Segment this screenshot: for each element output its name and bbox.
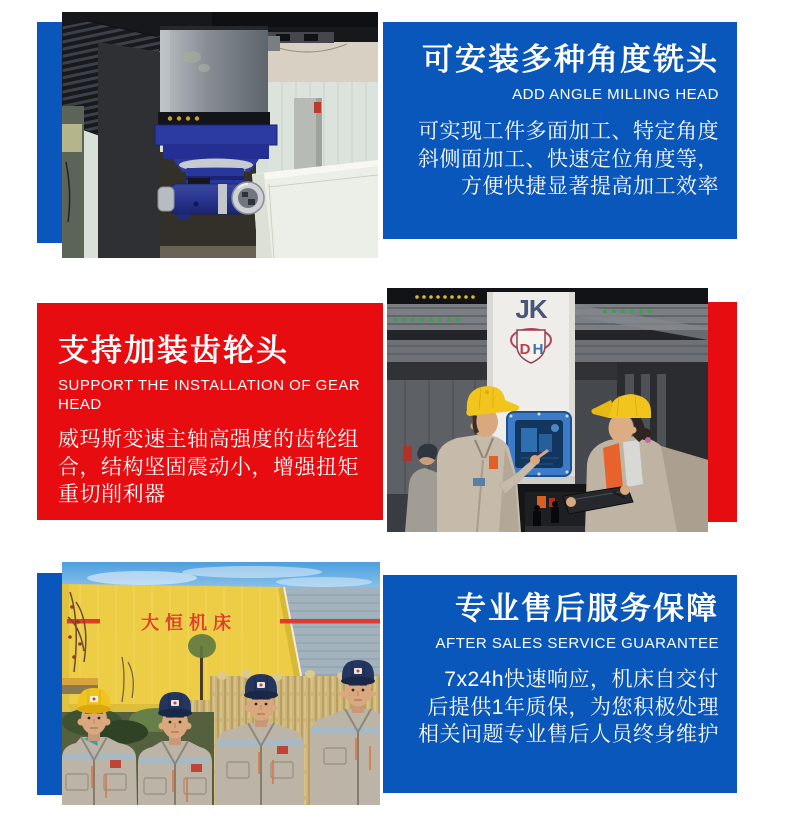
service-team-illustration (62, 562, 380, 805)
logo-letter-h: H (532, 341, 544, 358)
feature-title: 支持加装齿轮头 (58, 333, 289, 368)
description-line: 合，结构坚固震动小，增强扭矩 (58, 455, 359, 479)
service-team-photo (62, 562, 380, 805)
inspection-window (507, 412, 571, 476)
feature-panel-after-sales (383, 575, 737, 793)
feature-title: 专业售后服务保障 (455, 591, 719, 626)
feature-panel-angle-milling (383, 22, 737, 239)
spindle-ram (158, 26, 270, 125)
logo-letter-d: D (519, 341, 531, 358)
description-line: 斜侧面加工、快速定位角度等， (418, 147, 719, 171)
workers-inspecting-machine-illustration (387, 288, 708, 532)
machine-base (252, 160, 378, 258)
feature-description (58, 426, 375, 509)
building-sign-text: 大恒机床 (141, 613, 237, 633)
description-line: 7x24h快速响应，机床自交付 (444, 668, 719, 691)
description-line: 方便快捷显著提高加工效率 (461, 175, 719, 198)
description-line: 相关问题专业售后人员终身维护 (418, 723, 719, 746)
feature-subtitle: SUPPORT THE INSTALLATION OF GEAR HEAD (58, 377, 361, 413)
workshop-photo (387, 288, 708, 532)
feature-description (397, 666, 719, 749)
description-line: 后提供1年质保，为您积极处理 (427, 695, 719, 719)
machine-photo (62, 12, 378, 258)
cnc-machine-illustration (62, 12, 378, 258)
feature-title: 可安装多种角度铣头 (422, 42, 719, 77)
feature-panel-gear-head (37, 303, 383, 520)
description-line: 威玛斯变速主轴高强度的齿轮组 (58, 428, 359, 451)
led-lights (415, 295, 475, 299)
description-line: 重切削利器 (58, 483, 166, 506)
feature-description (397, 118, 719, 201)
feature-subtitle: ADD ANGLE MILLING HEAD (512, 86, 719, 103)
logo-top-text: JK (515, 294, 547, 324)
description-line: 可实现工件多面加工、特定角度 (418, 120, 719, 143)
feature-subtitle: AFTER SALES SERVICE GUARANTEE (435, 635, 719, 652)
